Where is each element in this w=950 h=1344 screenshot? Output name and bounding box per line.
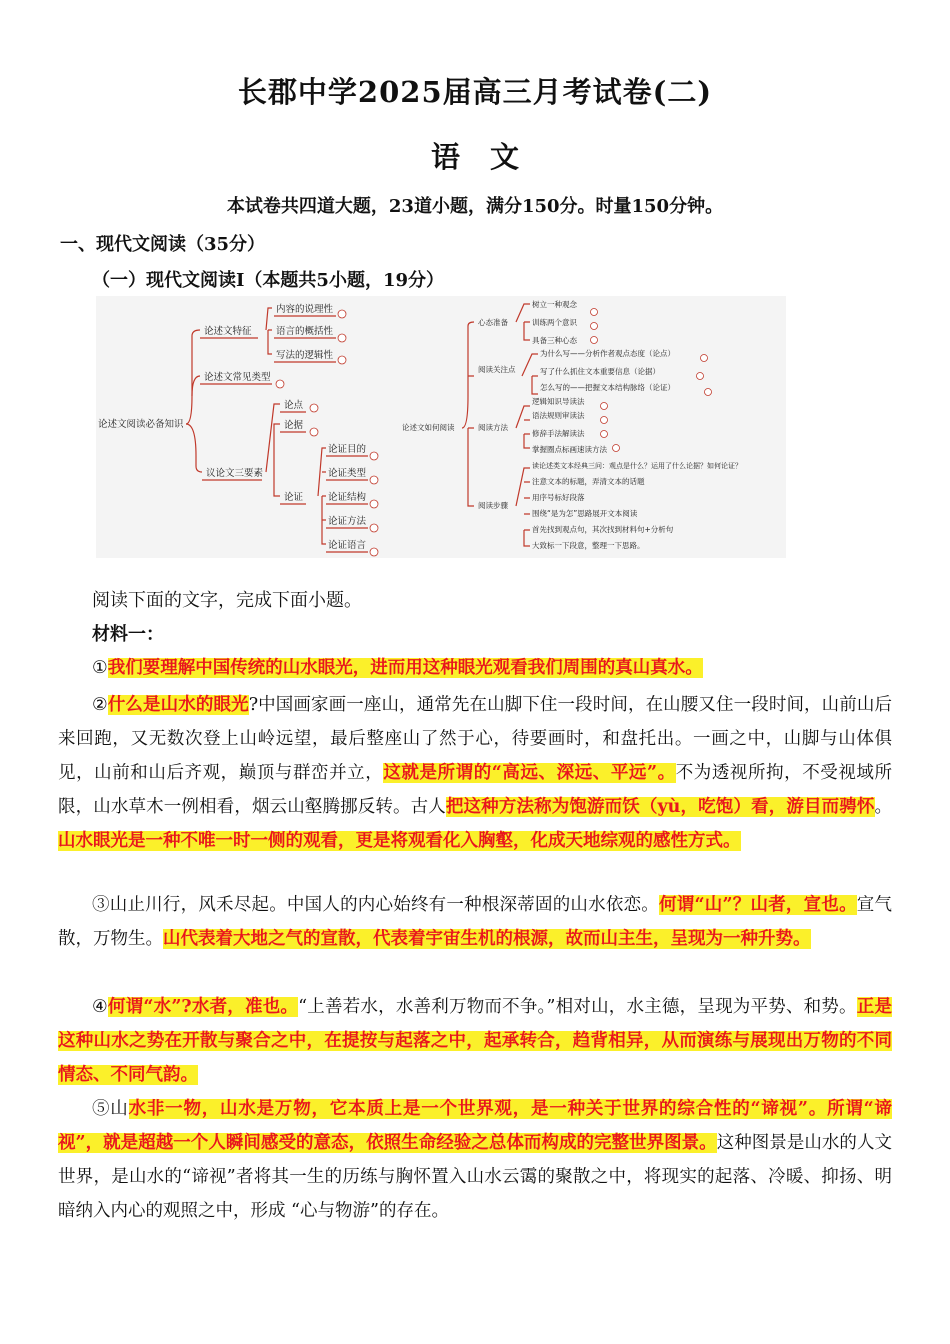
map-item: 训练两个意识 (532, 318, 577, 327)
map-item: 论证方法 (328, 516, 367, 527)
highlighted-text: 我们要理解中国传统的山水眼光，进而用这种眼光观看我们周围的真山真水。 (107, 658, 703, 678)
map-left-b2: 论述文常见类型 (204, 372, 271, 383)
map-item: 为什么写——分析作者观点态度（论点） (540, 349, 675, 358)
map-left-b3: 议论文三要素 (206, 468, 264, 479)
map-item: 读论述类文本经典三问：观点是什么？运用了什么论据？如何论证？ (532, 462, 742, 470)
body-text: “上善若水，水善利万物而不争。”相对山，水主德，呈现为平势、和势。 (298, 997, 857, 1017)
paragraph-1 (58, 651, 892, 685)
map-group: 心态准备 (478, 318, 508, 327)
map-item: 修辞手法解读法 (532, 429, 585, 438)
map-item: 论证类型 (328, 468, 367, 479)
map-item: 论点 (284, 400, 304, 411)
highlighted-text: 把这种方法称为饱游而饫（yù，吃饱）看，游目而骋怀 (445, 797, 875, 817)
subsection-heading: （一）现代文阅读Ⅰ（本题共5小题，19分） (92, 270, 444, 291)
mind-map (96, 296, 786, 558)
body-text: 这种图景是山水的人文世界，是山水的“谛视”者将其一生的历练与胸怀置入山水云霭的聚散之中，将现实的起落、冷暖、抑扬、明暗纳入内心的观照之中，形成 “心与物游”的存在。 (58, 1133, 892, 1221)
reading-instruction: 阅读下面的文字，完成下面小题。 (92, 590, 362, 611)
exam-info: 本试卷共四道大题，23道小题，满分150分。时量150分钟。 (226, 196, 724, 217)
map-item: 论证结构 (328, 492, 367, 503)
map-item: 围绕“是为怎”思路展开文本阅读 (532, 509, 638, 518)
material-label: 材料一： (92, 624, 164, 645)
map-item: 论证目的 (328, 444, 367, 455)
map-item: 首先找到观点句，其次找到材料句+分析句 (532, 525, 674, 534)
body-text: 宣气散，万物生。 (58, 895, 893, 949)
body-text: 。 (874, 797, 892, 817)
map-item: 写了什么抓住文本重要信息（论据） (540, 367, 660, 376)
highlighted-text: 这就是所谓的“高远、深远、平远”。 (383, 763, 676, 783)
map-item: 写法的逻辑性 (276, 350, 334, 361)
map-item: 用序号标好段落 (532, 493, 585, 502)
exam-title: 长郡中学2025届高三月考试卷(二) (237, 75, 713, 109)
map-item: 论据 (284, 420, 304, 431)
body-text: 山 (110, 1099, 129, 1119)
paragraph-3 (58, 888, 892, 956)
paragraph-4 (58, 990, 892, 1092)
paragraph-5 (58, 1092, 892, 1228)
body-text: ?中国画家画一座山，通常先在山脚下住一段时间，在山腰又住一段时间，山前山后来回跑，又无数次登上山岭远望，最后整座山了然于心，待要画时，和盘托出。一画之中，山脚与山体俱见，山前和山后齐观，巅顶与群峦并立， (58, 695, 892, 783)
para-number: ③ (92, 895, 110, 915)
body-text: 不为透视所拘，不受视域所限，山水草木一例相看，烟云山壑腾挪反转。古人 (58, 763, 893, 817)
map-item: 大致标一下段意，整理一下思路。 (532, 541, 645, 550)
highlighted-text: 何谓“水”?水者，准也。 (107, 997, 299, 1017)
highlighted-text: 山代表着大地之气的宣散，代表着宇宙生机的根源，故而山主生，呈现为一种升势。 (163, 929, 811, 949)
section-heading: 一、现代文阅读（35分） (60, 234, 266, 255)
highlighted-text: 什么是山水的眼光 (107, 695, 249, 715)
map-item: 怎么写的——把握文本结构脉络（论证） (540, 383, 675, 392)
map-group: 阅读关注点 (478, 365, 516, 374)
para-number: ⑤ (92, 1099, 111, 1119)
map-item: 具备三种心态 (532, 336, 577, 345)
map-item: 掌握圈点标画速读方法 (532, 445, 607, 454)
map-item: 树立一种观念 (532, 300, 577, 309)
map-left-root: 论述文阅读必备知识 (98, 419, 184, 430)
map-item: 论证 (284, 492, 304, 503)
paragraph-2 (58, 688, 892, 858)
highlighted-text: 山水眼光是一种不唯一时一侧的观看，更是将观看化入胸壑，化成天地综观的感性方式。 (58, 831, 741, 851)
map-group: 阅读方法 (478, 423, 508, 432)
para-number: ② (92, 695, 108, 715)
map-item: 内容的说理性 (276, 304, 334, 315)
highlighted-text: 水非一物，山水是万物，它本质上是一个世界观，是一种关于世界的综合性的“谛视”。所谓“谛视”，就是超越一个人瞬间感受的意态，依照生命经验之总体而构成的完整世界图景。 (58, 1099, 893, 1153)
map-item: 注意文本的标题，弄清文本的话题 (532, 477, 645, 486)
map-right-root: 论述文如何阅读 (402, 423, 455, 432)
highlighted-text: 何谓“山”？山者，宣也。 (659, 895, 857, 915)
subject-title: 语文 (430, 140, 549, 174)
map-item: 语法规则审读法 (532, 411, 585, 420)
map-left-b1: 论述文特征 (204, 326, 252, 337)
body-text: 山止川行，风禾尽起。中国人的内心始终有一种根深蒂固的山水依恋。 (109, 895, 660, 915)
highlighted-text: 正是这种山水之势在开散与聚合之中，在提按与起落之中，起承转合，趋背相异，从而演练与展现出万物的不同情态、不同气韵。 (58, 997, 892, 1085)
para-number: ④ (92, 997, 108, 1017)
map-item: 语言的概括性 (276, 326, 334, 337)
map-group: 阅读步骤 (478, 501, 508, 510)
map-item: 论证语言 (328, 540, 367, 551)
map-item: 逻辑知识导读法 (532, 397, 585, 406)
para-number: ① (92, 658, 108, 678)
